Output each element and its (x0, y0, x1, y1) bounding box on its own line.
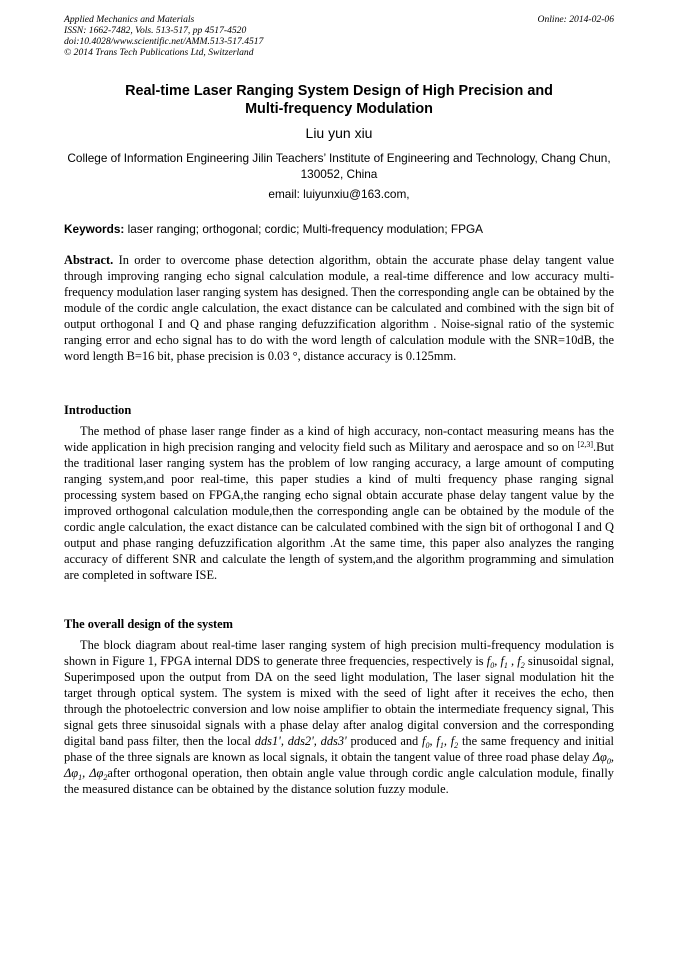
title-line-2: Multi-frequency Modulation (245, 101, 433, 117)
design-text-5: after orthogonal operation, then obtain angle value through cordic angle calculation module, finally the measured distance can be obtained by the distance solution fuzzy module. (64, 766, 614, 796)
section-heading-introduction: Introduction (64, 403, 132, 417)
introduction-paragraph (64, 423, 614, 583)
intro-text-1: The method of phase laser range finder as a kind of high accuracy, non-contact measuring means has the wide application in high precision ranging and velocity field such as Military and aerospace and so on (64, 424, 614, 454)
doi-line: doi:10.4028/www.scientific.net/AMM.513-517.4517 (64, 36, 264, 47)
formula-phase-delay: $\Delta\varphi_0$, $\Delta\varphi_1$, $\Delta\varphi_2$ (64, 750, 614, 782)
keywords-text: laser ranging; orthogonal; cordic; Multi-frequency modulation; FPGA (127, 222, 483, 236)
issn-line: ISSN: 1662-7482, Vols. 513-517, pp 4517-4520 (64, 25, 247, 36)
design-text-2: sinusoidal signal, Superimposed upon the output from DA on the seed light modulation, The laser signal modulation hit the target through optical system. The system is mixed with the seed of light after it receives the echo, then through the photoelectric conversion and low noise amplifier to obtain the intermediate frequency signal, This signal gets three sinusoidal signals with a phase delay after analog digital conversion and the corresponding digital band pass filter, then the local (64, 654, 614, 748)
formula-frequencies: $f_0$, $f_1$ , $f_2$ (486, 654, 525, 670)
keywords (64, 222, 616, 236)
formula-frequencies-2: $f_0$, $f_1$, $f_2$ (422, 734, 459, 750)
design-text-1: The block diagram about real-time laser ranging system of high precision multi-frequency modulation is shown in Figure 1, FPGA internal DDS to generate three frequencies, respectively is (64, 638, 614, 668)
abstract (64, 252, 614, 364)
abstract-label: Abstract. (64, 253, 114, 267)
intro-text-2: .But the traditional laser ranging system has the problem of low ranging accuracy, a large amount of computing ranging system,and poor real-time, this paper studies a kind of multi frequency phase ranging signal processing system based on FPGA,the ranging echo signal obtain accurate phase delay tangent value by the improved orthogonal calculation module,then the corresponding angle can be obtained by the module of the cordic angle calculation, the exact distance can be calculated combined with the sign bit of orthogonal I and Q output and phase ranging defuzzification algorithm .At the same time, this paper also analyzes the ranging accuracy of different SNR and calculate the length of system,and the algorithm programming and simulation are completed in software ISE. (64, 440, 614, 582)
design-paragraph (64, 637, 614, 797)
online-date: Online: 2014-02-06 (537, 14, 614, 25)
design-text-4: the same frequency and initial phase of the three signals are known as local signals, it obtain the tangent value of three road phase delay (64, 734, 614, 764)
journal-header (64, 14, 614, 58)
paper-title (64, 82, 614, 118)
citation: [2,3] (577, 440, 593, 449)
section-heading-overall-design: The overall design of the system (64, 617, 233, 631)
author-name: Liu yun xiu (305, 125, 373, 141)
journal-name: Applied Mechanics and Materials (64, 14, 195, 25)
title-line-1: Real-time Laser Ranging System Design of High Precision and (125, 83, 553, 99)
affiliation: College of Information Engineering Jilin Teachers’ Institute of Engineering and Technology, Chang Chun, 130052, China (67, 151, 611, 181)
author-email: email: luiyunxiu@163.com, (268, 187, 410, 201)
copyright-line: © 2014 Trans Tech Publications Ltd, Switzerland (64, 47, 254, 58)
abstract-text: In order to overcome phase detection algorithm, obtain the accurate phase delay tangent value through improving ranging echo signal calculation module, a real-time difference and low accuracy multi-frequency modulation laser ranging system has designed. Then the corresponding angle can be obtained by the module of the cordic angle calculation, the exact distance can be calculated and combined with the sign bit of output orthogonal I and Q and phase ranging defuzzification algorithm . Noise-signal ratio of the systemic ranging error and echo signal has to do with the word length of calculation module with the SNR=10dB, the word length B=16 bit, phase precision is 0.03 °, distance accuracy is 0.125mm. (64, 253, 614, 363)
keywords-label: Keywords: (64, 222, 125, 236)
formula-dds: dds1', dds2', dds3' (254, 734, 347, 748)
design-text-3: produced and (350, 734, 419, 748)
